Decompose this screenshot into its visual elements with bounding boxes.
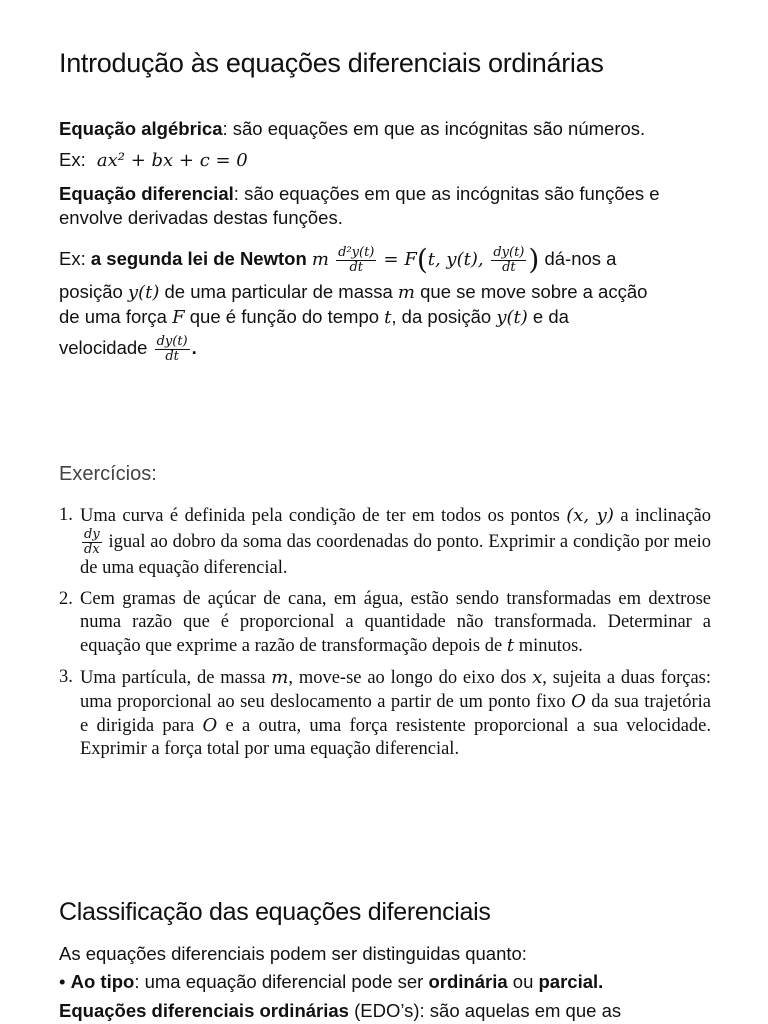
fraction-numerator: dy xyxy=(84,527,100,542)
algebraic-example xyxy=(59,148,709,173)
differential-text: : são equações em que as incógnitas são funções e envolve derivadas destas funções. xyxy=(59,183,660,228)
exercise-number: 1. xyxy=(59,505,73,525)
fraction-denominator: dt xyxy=(165,348,179,364)
text-fragment: Uma curva é definida pela condição de ter em todos os pontos xyxy=(80,506,567,526)
paren-open: ( xyxy=(416,243,428,277)
math-fragment: O xyxy=(202,715,218,736)
fraction-dy-dx xyxy=(82,528,102,557)
classification-bullet-type xyxy=(59,970,709,994)
text-fragment: posição xyxy=(59,281,128,302)
edo-term: Equações diferenciais ordinárias xyxy=(59,1000,349,1021)
exercise-number: 2. xyxy=(59,589,73,609)
math-fragment: y(t) xyxy=(496,307,528,328)
differential-term: Equação diferencial xyxy=(59,183,234,204)
section-title-classification: Classificação das equações diferenciais xyxy=(59,898,491,926)
edo-definition xyxy=(59,999,709,1023)
exercise-item-1 xyxy=(59,504,711,580)
algebraic-formula: ax² + bx + c = 0 xyxy=(96,150,248,171)
fraction-denominator: dx xyxy=(84,542,100,557)
text-fragment: velocidade xyxy=(59,337,153,358)
newton-after: dá-nos a xyxy=(539,248,617,269)
text-fragment: minutos. xyxy=(514,636,583,656)
newton-args: t, y(t), xyxy=(427,249,490,270)
exercise-list xyxy=(59,504,711,769)
text-fragment: e da xyxy=(527,306,569,327)
newton-line-2 xyxy=(59,280,709,305)
newton-m: m xyxy=(311,249,329,270)
math-fragment: F xyxy=(172,307,185,328)
text-fragment: da sua trajetória e dirigida para xyxy=(80,692,711,736)
fraction-denominator: dt xyxy=(502,259,516,275)
exercises-title: Exercícios: xyxy=(59,463,157,485)
newton-line-3 xyxy=(59,305,709,330)
newton-line-1 xyxy=(59,238,709,280)
newton-bold: a segunda lei de Newton xyxy=(90,248,307,269)
math-fragment: m xyxy=(397,282,415,303)
exercise-number: 3. xyxy=(59,667,73,687)
algebraic-term: Equação algébrica xyxy=(59,118,223,139)
paren-close: ) xyxy=(528,243,540,277)
math-fragment: m xyxy=(271,667,289,688)
text-fragment: que é função do tempo xyxy=(184,306,385,327)
text-fragment: Uma partícula, de massa xyxy=(80,668,272,688)
fraction-numerator: dy(t) xyxy=(493,244,525,260)
text-fragment: Cem gramas de açúcar de cana, em água, estão sendo transformadas em dextrose numa razão que é proporcional a quantidade não transformada. Determinar a equação que exprime a razão de transformação depois de xyxy=(80,589,711,656)
bold-fragment: parcial. xyxy=(538,971,604,992)
algebraic-ex-prefix: Ex: xyxy=(59,149,86,170)
exercise-item-3 xyxy=(59,666,711,761)
math-fragment: x xyxy=(532,667,543,688)
text-fragment: , move-se ao longo do eixo dos xyxy=(288,668,533,688)
text-fragment: ou xyxy=(507,971,539,992)
fraction-denominator: dt xyxy=(349,259,364,275)
math-fragment: O xyxy=(571,691,586,712)
newton-ex-prefix: Ex: xyxy=(59,248,91,269)
fraction-numerator: d²y(t) xyxy=(338,244,375,260)
newton-equals-F: = F xyxy=(383,249,417,270)
math-fragment: t xyxy=(384,307,392,328)
algebraic-text: : são equações em que as incógnitas são números. xyxy=(222,118,646,139)
fraction-numerator: dy(t) xyxy=(156,333,188,349)
math-fragment: t xyxy=(506,635,515,656)
text-fragment: e a outra, uma força resistente proporcional a sua velocidade. Exprimir a força total por uma equação diferencial. xyxy=(80,716,711,759)
fraction-dy-dt xyxy=(155,335,190,364)
bullet-mark: • xyxy=(59,971,66,992)
text-fragment: , sujeita a duas forças: uma proporcional ao seu deslocamento a partir de um ponto fixo xyxy=(80,668,711,712)
text-fragment: que se move sobre a acção xyxy=(415,281,648,302)
fraction-dy-dt xyxy=(491,246,526,275)
math-fragment: y(t) xyxy=(127,282,160,303)
text-fragment: de uma particular de massa xyxy=(159,281,398,302)
classification-intro: As equações diferenciais podem ser distinguidas quanto: xyxy=(59,943,527,964)
section-title-intro: Introdução às equações diferenciais ordinárias xyxy=(59,48,604,78)
text-fragment: a inclinação xyxy=(613,506,712,526)
differential-definition xyxy=(59,182,709,230)
text-fragment: : uma equação diferencial pode ser xyxy=(134,971,429,992)
exercise-item-2 xyxy=(59,588,711,658)
text-fragment: de uma força xyxy=(59,306,173,327)
text-fragment: igual ao dobro da soma das coordenadas do ponto. Exprimir a condição por meio de uma equação diferencial. xyxy=(80,531,711,578)
newton-line-4 xyxy=(59,330,709,366)
text-fragment: (EDO’s): são aquelas em que as xyxy=(348,1000,622,1021)
algebraic-definition xyxy=(59,117,709,141)
text-fragment: . xyxy=(191,337,197,358)
fraction-d2y-dt xyxy=(336,246,376,275)
bold-fragment: ordinária xyxy=(428,971,508,992)
newton-example xyxy=(59,238,709,366)
math-fragment: (x, y) xyxy=(566,505,614,526)
text-fragment: , da posição xyxy=(391,306,497,327)
bullet-term: Ao tipo xyxy=(70,971,135,992)
